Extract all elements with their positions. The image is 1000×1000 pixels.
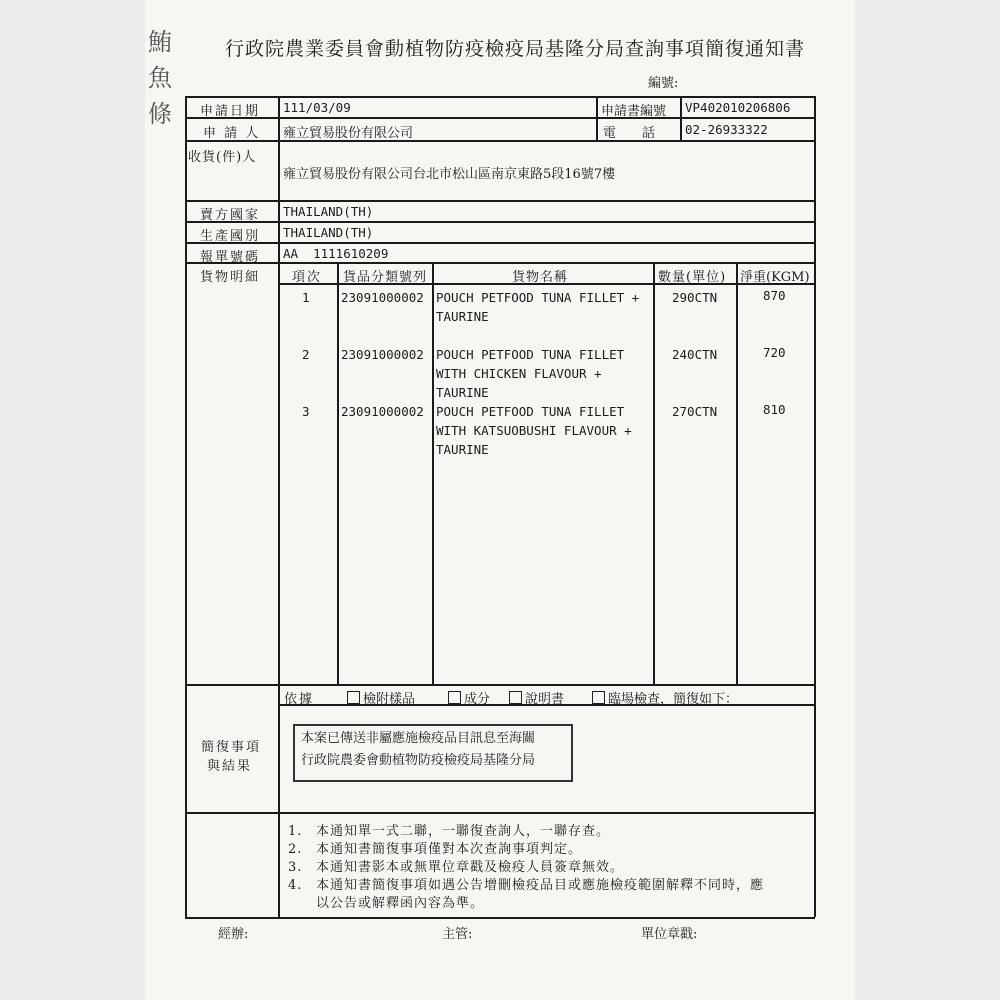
- checkbox-icon: [448, 691, 461, 704]
- handwritten-note: [148, 24, 182, 132]
- net-weight: 810: [763, 402, 786, 417]
- consignee-label: 收貨(件)人: [188, 150, 257, 165]
- hs-code: 23091000002: [341, 347, 424, 362]
- note-text: 以公告或解釋函內容為準。: [316, 896, 485, 911]
- item-number: 2: [302, 347, 310, 362]
- checkbox-manual[interactable]: [509, 688, 564, 707]
- col-header-hs-code: 貨品分類號列: [343, 270, 428, 285]
- seller-country-label: 賣方國家: [200, 208, 261, 223]
- result-label: 與結果: [207, 759, 253, 774]
- note-number: 1.: [288, 824, 303, 839]
- checkbox-sample[interactable]: [347, 688, 415, 707]
- note-text: 本通知單一式二聯，一聯復查詢人，一聯存查。: [316, 824, 611, 839]
- quantity: 270CTN: [672, 404, 718, 419]
- note-number: 3.: [288, 860, 303, 875]
- col-header-goods-name: 貨物名稱: [512, 270, 569, 285]
- declaration-number-value: AA 1111610209: [283, 246, 389, 261]
- note-item: [288, 838, 582, 857]
- checkbox-icon: [347, 691, 360, 704]
- supervisor-signature-label: 主管:: [442, 927, 473, 942]
- handwritten-char: 魚: [148, 64, 172, 92]
- col-header-quantity: 數量(單位): [658, 270, 727, 285]
- unit-seal-label: 單位章戳:: [641, 927, 698, 942]
- apply-number-value: VP402010206806: [685, 100, 791, 115]
- note-item: [288, 874, 764, 893]
- stamp-line: 本案已傳送非屬應施檢疫品目訊息至海關: [301, 731, 536, 746]
- goods-name-line: TAURINE: [436, 309, 489, 324]
- goods-name-line: WITH KATSUOBUSHI FLAVOUR +: [436, 423, 632, 438]
- stamp-line: 行政院農委會動植物防疫檢疫局基隆分局: [301, 753, 536, 768]
- item-number: 3: [302, 404, 310, 419]
- origin-country-label: 生產國別: [200, 229, 261, 244]
- note-item: [288, 820, 610, 839]
- phone-label: 電 話: [603, 126, 656, 141]
- apply-number-label: 申請書編號: [601, 104, 667, 119]
- net-weight: 870: [763, 288, 786, 303]
- handwritten-char: 鮪: [148, 28, 172, 56]
- basis-label: 依據: [284, 692, 315, 707]
- hs-code: 23091000002: [341, 290, 424, 305]
- hs-code: 23091000002: [341, 404, 424, 419]
- checkbox-label: 成分: [464, 692, 491, 707]
- serial-number-label: 編號:: [648, 76, 679, 91]
- goods-name-line: POUCH PETFOOD TUNA FILLET: [436, 347, 625, 362]
- checkbox-onsite-inspection[interactable]: [592, 688, 738, 707]
- note-item: [288, 856, 624, 875]
- checkbox-ingredients[interactable]: [448, 688, 490, 707]
- note-number: 2.: [288, 842, 303, 857]
- note-text: 本通知書簡復事項如遇公告增刪檢疫品目或應施檢疫範圍解釋不同時，應: [316, 878, 765, 893]
- goods-name-line: TAURINE: [436, 385, 489, 400]
- note-text: 本通知書影本或無單位章戳及檢疫人員簽章無效。: [316, 860, 625, 875]
- net-weight: 720: [763, 345, 786, 360]
- document-title: 行政院農業委員會動植物防疫檢疫局基隆分局查詢事項簡復通知書: [224, 38, 805, 60]
- declaration-number-label: 報單號碼: [200, 250, 261, 265]
- note-text: 本通知書簡復事項僅對本次查詢事項判定。: [316, 842, 583, 857]
- origin-country-value: THAILAND(TH): [283, 225, 374, 240]
- applicant-label: 申 請 人: [203, 126, 261, 141]
- quantity: 240CTN: [672, 347, 718, 362]
- handwritten-char: 條: [148, 100, 172, 128]
- quantity: 290CTN: [672, 290, 718, 305]
- goods-name-line: WITH CHICKEN FLAVOUR +: [436, 366, 602, 381]
- checkbox-label: 說明書: [525, 692, 565, 707]
- note-item: [288, 892, 484, 911]
- col-header-net-weight: 淨重(KGM): [740, 270, 810, 285]
- handler-signature-label: 經辦:: [218, 927, 249, 942]
- apply-date-value: 111/03/09: [283, 100, 351, 115]
- checkbox-label: 臨場檢查，簡復如下：: [608, 692, 739, 707]
- seller-country-value: THAILAND(TH): [283, 204, 374, 219]
- consignee-value: 雍立貿易股份有限公司台北市松山區南京東路5段16號7樓: [283, 167, 616, 182]
- phone-value: 02-26933322: [685, 122, 768, 137]
- col-header-item: 項次: [292, 270, 323, 285]
- reply-label: 簡復事項: [201, 740, 262, 755]
- goods-name-line: POUCH PETFOOD TUNA FILLET: [436, 404, 625, 419]
- goods-name-line: POUCH PETFOOD TUNA FILLET +: [436, 290, 640, 305]
- apply-date-label: 申請日期: [200, 104, 261, 119]
- item-number: 1: [302, 290, 310, 305]
- applicant-value: 雍立貿易股份有限公司: [283, 126, 414, 141]
- checkbox-icon: [509, 691, 522, 704]
- goods-name-line: TAURINE: [436, 442, 489, 457]
- goods-detail-label: 貨物明細: [200, 270, 261, 285]
- checkbox-label: 檢附樣品: [363, 692, 416, 707]
- checkbox-icon: [592, 691, 605, 704]
- note-number: 4.: [288, 878, 303, 893]
- official-stamp: [293, 724, 573, 782]
